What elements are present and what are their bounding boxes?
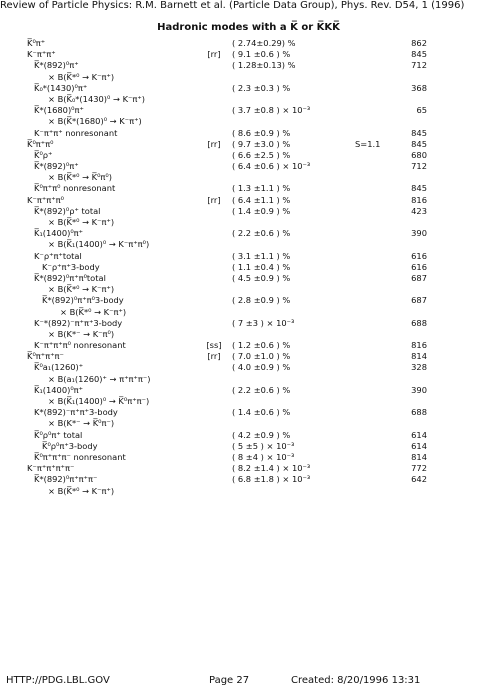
branching-fraction: ( 4.0 ±0.9 ) %	[232, 362, 291, 373]
momentum-value: 328	[411, 362, 427, 373]
table-row	[0, 195, 497, 206]
decay-mode: K̅*(892)⁰π⁺π⁰total	[34, 272, 106, 283]
decay-mode: K̅⁰π⁺π⁺π⁻	[27, 351, 64, 362]
decay-mode: K̅₁(1400)⁰π⁺	[34, 228, 84, 239]
footer-created-date: Created: 8/20/1996 13:31	[291, 675, 421, 686]
table-row	[0, 49, 497, 60]
table-row	[0, 474, 497, 485]
decay-mode: × B(K̅*⁰ → K⁻π⁺)	[48, 284, 115, 295]
momentum-value: 687	[411, 272, 427, 283]
decay-mode: K̅⁰π⁺	[27, 38, 46, 48]
momentum-value: 688	[411, 407, 427, 418]
branching-fraction: ( 4.5 ±0.9 ) %	[232, 272, 291, 283]
table-row	[0, 60, 497, 71]
decay-mode: × B(K̅₁(1400)⁰ → K⁻π⁺π⁰)	[48, 239, 150, 250]
momentum-value: 687	[411, 295, 427, 306]
branching-fraction: ( 8.6 ±0.9 ) %	[232, 127, 291, 138]
branching-fraction: ( 8 ±4 ) × 10⁻³	[232, 451, 295, 462]
table-row	[0, 183, 497, 194]
footnote-tag: [rr]	[207, 194, 221, 205]
decay-mode: K̅₁(1400)⁰π⁺	[34, 384, 84, 395]
table-row	[0, 262, 497, 273]
momentum-value: 614	[411, 429, 427, 440]
decay-mode: K⁻ρ⁺π⁺3-body	[42, 261, 100, 272]
decay-mode: K⁻π⁺π⁺π⁺π⁻	[27, 463, 75, 474]
section-title: Hadronic modes with a K̅ or K̅KK̅	[157, 22, 340, 33]
table-row	[0, 307, 497, 318]
table-row	[0, 295, 497, 306]
momentum-value: 814	[411, 451, 427, 462]
branching-fraction: ( 4.2 ±0.9 ) %	[232, 429, 291, 440]
page-header	[0, 0, 497, 16]
footer-page-number: Page 27	[209, 675, 250, 686]
decay-mode: × B(K̅*⁰ → K⁻π⁺)	[48, 485, 115, 496]
decay-mode: × B(K̅*(1680)⁰ → K⁻π⁺)	[48, 116, 142, 127]
momentum-value: 845	[411, 138, 427, 149]
decay-mode: × B(K̅*⁰ → K⁻π⁺)	[48, 217, 115, 227]
branching-fraction: ( 6.8 ±1.8 ) × 10⁻³	[232, 474, 311, 485]
decay-mode: × B(a₁(1260)⁺ → π⁺π⁺π⁻)	[48, 373, 151, 384]
momentum-value: 862	[411, 38, 427, 48]
decay-mode: K̅₀*(1430)⁰π⁺	[34, 82, 88, 93]
momentum-value: 845	[411, 127, 427, 138]
decay-mode: × B(K̅₀*(1430)⁰ → K⁻π⁺)	[48, 93, 146, 104]
branching-fraction: ( 5 ±5 ) × 10⁻³	[232, 440, 295, 451]
decay-mode: × B(K̅*⁰ → K̅⁰π⁰)	[48, 172, 112, 183]
decay-mode: K̅*(1680)⁰π⁺	[34, 105, 84, 116]
decay-mode: K̅⁰π⁺π⁺π⁻ nonresonant	[34, 451, 126, 462]
table-row	[0, 374, 497, 385]
momentum-value: 712	[411, 60, 427, 71]
table-row	[0, 463, 497, 474]
decay-mode: K⁻π⁺π⁺π⁰	[27, 194, 64, 205]
branching-fraction: ( 3.7 ±0.8 ) × 10⁻³	[232, 105, 311, 116]
decay-mode: K⁻*(892)⁻π⁺π⁺3-body	[34, 317, 123, 328]
branching-fraction: ( 7.0 ±1.0 ) %	[232, 351, 291, 362]
decay-mode: K̅*(892)⁰ρ⁺ total	[34, 205, 101, 216]
branching-fraction: ( 7 ±3 ) × 10⁻³	[232, 317, 295, 328]
decay-mode-table	[0, 38, 497, 497]
momentum-value: 688	[411, 317, 427, 328]
table-row	[0, 340, 497, 351]
branching-fraction: ( 1.2 ±0.6 ) %	[232, 340, 291, 351]
footnote-tag: [rr]	[207, 49, 221, 60]
scale-factor: S=1.1	[355, 138, 381, 149]
table-row	[0, 396, 497, 407]
table-row	[0, 150, 497, 161]
decay-mode: K̅⁰ρ⁺	[34, 149, 53, 160]
decay-mode: K̅*(892)⁰π⁺π⁰3-body	[42, 295, 124, 306]
table-row	[0, 139, 497, 150]
momentum-value: 65	[416, 105, 427, 116]
branching-fraction: ( 6.4 ±0.6 ) × 10⁻³	[232, 161, 311, 172]
table-row	[0, 318, 497, 329]
table-row	[0, 284, 497, 295]
decay-mode: K̅⁰ρ⁰π⁺3-body	[42, 440, 98, 451]
momentum-value: 845	[411, 49, 427, 60]
decay-mode: K̅*(892)⁰π⁺	[34, 161, 79, 172]
momentum-value: 845	[411, 183, 427, 194]
momentum-value: 816	[411, 340, 427, 351]
momentum-value: 423	[411, 205, 427, 216]
table-row	[0, 441, 497, 452]
decay-mode: K⁻π⁺π⁺π⁰ nonresonant	[34, 340, 126, 351]
table-row	[0, 452, 497, 463]
table-row	[0, 217, 497, 228]
momentum-value: 616	[411, 261, 427, 272]
branching-fraction: ( 2.8 ±0.9 ) %	[232, 295, 291, 306]
table-row	[0, 407, 497, 418]
decay-mode: K*(892)⁻π⁺π⁺3-body	[34, 407, 118, 418]
table-row	[0, 105, 497, 116]
table-row	[0, 251, 497, 262]
table-row	[0, 430, 497, 441]
table-row	[0, 273, 497, 284]
table-row	[0, 239, 497, 250]
branching-fraction: ( 2.74±0.29) %	[232, 38, 296, 48]
branching-fraction: ( 8.2 ±1.4 ) × 10⁻³	[232, 463, 311, 474]
momentum-value: 390	[411, 228, 427, 239]
decay-mode: × B(K*⁻ → K⁻π⁰)	[48, 328, 115, 339]
table-row	[0, 128, 497, 139]
momentum-value: 614	[411, 440, 427, 451]
branching-fraction: ( 1.1 ±0.4 ) %	[232, 261, 291, 272]
branching-fraction: ( 6.4 ±1.1 ) %	[232, 194, 291, 205]
table-row	[0, 385, 497, 396]
branching-fraction: ( 2.2 ±0.6 ) %	[232, 384, 291, 395]
table-row	[0, 486, 497, 497]
momentum-value: 712	[411, 161, 427, 172]
table-row	[0, 72, 497, 83]
branching-fraction: ( 2.3 ±0.3 ) %	[232, 82, 291, 93]
table-row	[0, 172, 497, 183]
decay-mode: K⁻π⁺π⁺ nonresonant	[34, 127, 118, 138]
table-row	[0, 161, 497, 172]
page-footer	[0, 675, 497, 689]
footer-url[interactable]: HTTP://PDG.LBL.GOV	[6, 675, 110, 686]
table-row	[0, 362, 497, 373]
decay-mode: K̅⁰ρ⁰π⁺ total	[34, 429, 83, 440]
decay-mode: K̅⁰π⁺π⁰ nonresonant	[34, 183, 116, 194]
table-row	[0, 228, 497, 239]
table-row	[0, 418, 497, 429]
table-row	[0, 206, 497, 217]
branching-fraction: ( 3.1 ±1.1 ) %	[232, 250, 291, 261]
table-row	[0, 329, 497, 340]
table-row	[0, 94, 497, 105]
footnote-tag: [rr]	[207, 138, 221, 149]
decay-mode: K̅⁰π⁺π⁰	[27, 138, 54, 149]
decay-mode: K̅*(892)⁰π⁺π⁺π⁻	[34, 474, 98, 485]
momentum-value: 390	[411, 384, 427, 395]
table-row	[0, 116, 497, 127]
branching-fraction: ( 1.3 ±1.1 ) %	[232, 183, 291, 194]
decay-mode: K̅⁰a₁(1260)⁺	[34, 362, 84, 373]
decay-mode: K̅*(892)⁰π⁺	[34, 60, 79, 71]
momentum-value: 616	[411, 250, 427, 261]
decay-mode: × B(K̅*⁰ → K⁻π⁺)	[60, 306, 127, 317]
branching-fraction: ( 9.7 ±3.0 ) %	[232, 138, 291, 149]
momentum-value: 680	[411, 149, 427, 160]
decay-mode: K⁻π⁺π⁺	[27, 49, 56, 60]
momentum-value: 816	[411, 194, 427, 205]
decay-mode: × B(K̅*⁰ → K⁻π⁺)	[48, 71, 115, 82]
decay-mode: × B(K*⁻ → K̅⁰π⁻)	[48, 418, 115, 429]
momentum-value: 772	[411, 463, 427, 474]
table-row	[0, 38, 497, 49]
header-citation: Review of Particle Physics: R.M. Barnett et al. (Particle Data Group), Phys. Rev. D54, 1 (1996)	[0, 0, 465, 11]
momentum-value: 814	[411, 351, 427, 362]
momentum-value: 368	[411, 82, 427, 93]
branching-fraction: ( 1.4 ±0.6 ) %	[232, 407, 291, 418]
decay-mode: × B(K̅₁(1400)⁰ → K̅⁰π⁺π⁻)	[48, 396, 150, 406]
branching-fraction: ( 2.2 ±0.6 ) %	[232, 228, 291, 239]
footnote-tag: [ss]	[206, 340, 222, 351]
table-row	[0, 351, 497, 362]
decay-mode: K⁻ρ⁺π⁺total	[34, 250, 82, 261]
table-row	[0, 83, 497, 94]
momentum-value: 642	[411, 474, 427, 485]
branching-fraction: ( 6.6 ±2.5 ) %	[232, 149, 291, 160]
branching-fraction: ( 1.28±0.13) %	[232, 60, 296, 71]
footnote-tag: [rr]	[207, 351, 221, 362]
branching-fraction: ( 1.4 ±0.9 ) %	[232, 205, 291, 216]
branching-fraction: ( 9.1 ±0.6 ) %	[232, 49, 291, 60]
